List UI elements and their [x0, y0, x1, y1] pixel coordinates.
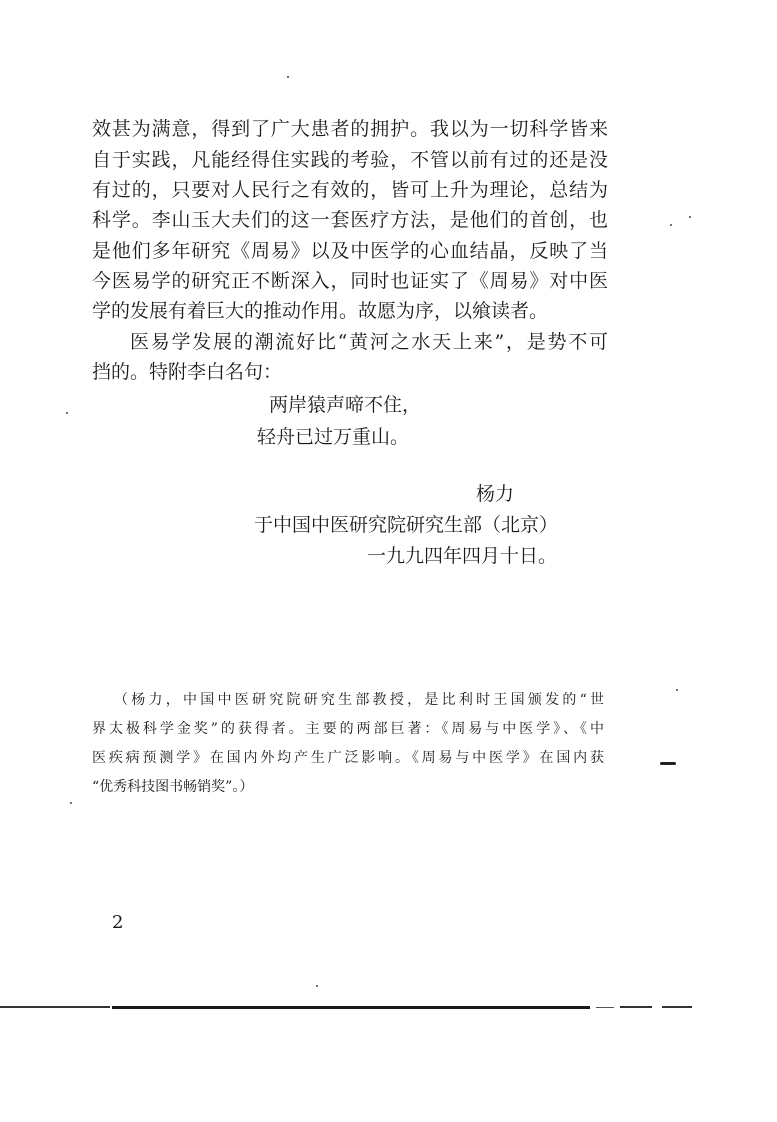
bottom-rule [596, 1007, 614, 1008]
scan-speck [70, 802, 72, 804]
scan-dash [660, 762, 676, 765]
bottom-rule [662, 1006, 692, 1008]
body-line: 挡的。特附李白名句： [92, 361, 283, 383]
bottom-rule [112, 1006, 590, 1009]
scan-speck [689, 216, 691, 218]
signature-affiliation: 于中国中医研究院研究生部（北京） [254, 514, 559, 536]
bottom-rule [620, 1006, 652, 1008]
body-line: 是他们多年研究《周易》以及中医学的心血结晶，反映了当 [92, 240, 608, 262]
body-line: 今医易学的研究正不断深入，同时也证实了《周易》对中医 [92, 270, 608, 292]
body-line: 学的发展有着巨大的推动作用。故愿为序，以飨读者。 [92, 300, 549, 322]
body-line: 有过的，只要对人民行之有效的，皆可上升为理论，总结为 [92, 179, 608, 201]
scan-speck [676, 689, 678, 691]
footnote-line: 医疾病预测学》在国内外均产生广泛影响。《周易与中医学》在国内获 [92, 750, 604, 766]
footnote-line: （杨力，中国中医研究院研究生部教授，是比利时王国颁发的“世 [114, 692, 604, 708]
scan-speck [670, 224, 672, 226]
page-number: 2 [112, 912, 124, 933]
signature-name: 杨力 [476, 483, 515, 505]
signature-date: 一九九四年四月十日。 [367, 545, 558, 567]
scan-speck [316, 985, 318, 987]
body-line: 医易学发展的潮流好比“黄河之水天上来”，是势不可 [130, 331, 608, 353]
body-line: 科学。李山玉大夫们的这一套医疗方法，是他们的首创，也 [92, 209, 608, 231]
poem-line: 轻舟已过万重山。 [257, 426, 410, 448]
scan-speck [287, 76, 289, 78]
poem-line: 两岸猿声啼不住， [269, 394, 422, 416]
footnote-line: “优秀科技图书畅销奖”。） [92, 779, 254, 795]
footnote-line: 界太极科学金奖”的获得者。主要的两部巨著：《周易与中医学》、《中 [92, 721, 604, 737]
scan-speck [66, 412, 68, 414]
body-line: 效甚为满意，得到了广大患者的拥护。我以为一切科学皆来 [92, 118, 608, 140]
bottom-rule [0, 1006, 110, 1008]
body-line: 自于实践，凡能经得住实践的考验，不管以前有过的还是没 [92, 149, 608, 171]
